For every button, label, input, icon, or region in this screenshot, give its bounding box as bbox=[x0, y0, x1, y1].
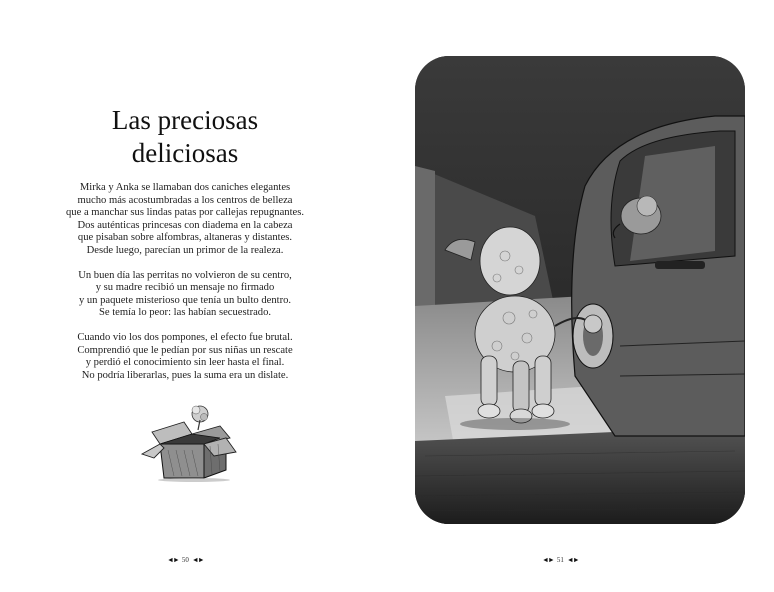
verse-line: Un buen día las perritas no volvieron de su centro, bbox=[78, 269, 292, 281]
page-number-left bbox=[167, 556, 204, 564]
stanza-2 bbox=[60, 270, 310, 320]
verse-line: Comprendió que le pedían por sus niñas un rescate bbox=[77, 344, 293, 356]
bow-icon: ◄► bbox=[191, 556, 204, 564]
poem-title bbox=[60, 104, 310, 170]
open-box-illustration bbox=[134, 400, 238, 482]
verse-line: No podría liberarlas, pues la suma era un dislate. bbox=[81, 369, 289, 381]
stanza-3 bbox=[60, 332, 310, 382]
verse-line: mucho más acostumbradas a los centros de belleza bbox=[77, 194, 293, 206]
poodles-car-illustration bbox=[415, 56, 745, 524]
bow-icon: ◄► bbox=[566, 556, 579, 564]
page-number-text: 50 bbox=[181, 556, 189, 564]
poem-body bbox=[60, 182, 310, 394]
verse-line: Desde luego, parecían un primor de la realeza. bbox=[86, 244, 284, 256]
title-line-2: deliciosas bbox=[131, 138, 239, 168]
title-line-1: Las preciosas bbox=[111, 105, 259, 135]
page-number-text: 51 bbox=[556, 556, 564, 564]
verse-line: y su madre recibió un mensaje no firmado bbox=[95, 282, 275, 294]
verse-line: y perdió el conocimiento sin leer hasta el final. bbox=[85, 357, 285, 369]
verse-line: Dos auténticas princesas con diadema en la cabeza bbox=[77, 219, 293, 231]
verse-line: que a manchar sus lindas patas por callejas repugnantes. bbox=[66, 207, 304, 219]
bow-icon: ◄► bbox=[167, 556, 179, 564]
verse-line: Cuando vio los dos pompones, el efecto fue brutal. bbox=[77, 331, 293, 343]
verse-line: Se temía lo peor: las habían secuestrado. bbox=[98, 307, 272, 319]
right-page bbox=[387, 0, 774, 592]
verse-line: y un paquete misterioso que tenía un bulto dentro. bbox=[78, 294, 292, 306]
page-number-right bbox=[542, 556, 579, 564]
verse-line: Mirka y Anka se llamaban dos caniches elegantes bbox=[79, 182, 291, 193]
stanza-1 bbox=[60, 182, 310, 258]
verse-line: que pisaban sobre alfombras, altaneras y distantes. bbox=[77, 232, 293, 244]
bow-icon: ◄► bbox=[542, 556, 554, 564]
